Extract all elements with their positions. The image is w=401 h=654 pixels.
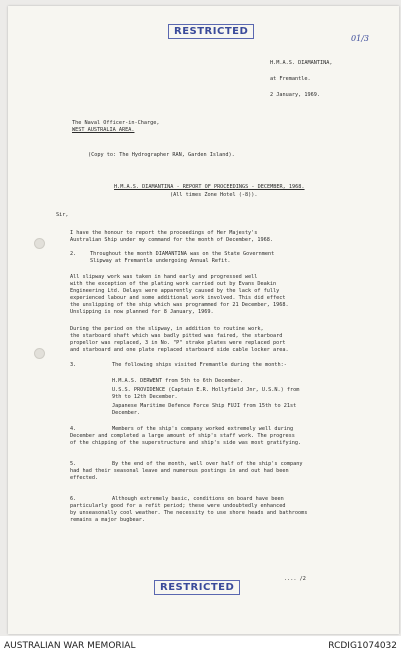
time-zone-note: (All times Zone Hotel (-8)). (170, 192, 258, 198)
document-page (8, 6, 399, 634)
copy-to-line: (Copy to: The Hydrographer RAN, Garden Island). (88, 152, 235, 158)
paragraph-3-number: 3. (70, 362, 77, 368)
paragraph-6: Although extremely basic, conditions on board have been particularly good for a refit period; these were undoubtedly enhanced by unseasonally cool weather. The necessity to use shore heads and bathrooms remains a major bugbear. (70, 496, 308, 523)
ship-visit-3: Japanese Maritime Defence Force Ship FUJI from 15th to 21st December. (112, 403, 297, 416)
addressee-line-1: The Naval Officer-in-Charge, (72, 120, 160, 126)
folio-mark: 01/3 (351, 34, 369, 43)
paragraph-2-number: 2. (70, 251, 77, 257)
ship-visit-2: U.S.S. PROVIDENCE (Captain E.R. Hollyfield Jnr, U.S.N.) from 9th to 12th December. (112, 387, 300, 400)
paragraph-3: The following ships visited Fremantle during the month:- (112, 362, 287, 368)
restricted-stamp-bottom: RESTRICTED (154, 580, 240, 595)
header-date: 2 January, 1969. (270, 92, 320, 98)
paragraph-2-shaft: During the period on the slipway, in addition to routine work, the starboard shaft which was badly pitted was faired, the starboard propellor was replaced, 3 in No. "P" strake plates were replaced port and starboard and one plate replaced starboard side cable locker area. (70, 326, 289, 353)
salutation: Sir, (56, 212, 69, 218)
footer-record-id: RCDIG1074032 (328, 641, 397, 651)
paragraph-6-number: 6. (70, 496, 77, 502)
paragraph-5-number: 5. (70, 461, 77, 467)
paragraph-4-number: 4. (70, 426, 77, 432)
continuation-marker: .... /2 (284, 576, 306, 582)
paragraph-2: Throughout the month DIAMANTINA was on the State Government Slipway at Fremantle undergoing Annual Refit. (90, 251, 275, 264)
header-place: at Fremantle. (270, 76, 311, 82)
paragraph-1: I have the honour to report the proceedings of Her Majesty's Australian Ship under my command for the month of December, 1968. (70, 230, 274, 243)
header-ship: H.M.A.S. DIAMANTINA, (270, 60, 333, 66)
report-title: H.M.A.S. DIAMANTINA - REPORT OF PROCEEDINGS - DECEMBER, 1968. (114, 184, 305, 190)
restricted-stamp-top: RESTRICTED (168, 24, 254, 39)
paragraph-4: Members of the ship's company worked extremely well during December and completed a large amount of ship's staff work. The progress of the chipping of the superstructure and ship's side was most gratifying. (70, 426, 302, 446)
paragraph-5: By the end of the month, well over half of the ship's company had had their seasonal leave and numerous postings in and out had been effected. (70, 461, 303, 481)
footer-source: AUSTRALIAN WAR MEMORIAL (4, 641, 136, 651)
punch-hole (34, 348, 45, 359)
addressee-line-2: WEST AUSTRALIA AREA. (72, 127, 135, 133)
paragraph-2-slipway: All slipway work was taken in hand early and progressed well with the exception of the plating work carried out by Evans Deakin Engineering Ltd. Delays were apparently caused by the lack of fully experienced labour and some additional work involved. This did effect the unslipping of the ship which was programmed for 21 December, 1968. Unslipping is now planned for 8 January, 1969. (70, 274, 289, 315)
punch-hole (34, 238, 45, 249)
archive-footer (0, 636, 401, 654)
ship-visit-1: H.M.A.S. DERWENT from 5th to 6th December. (112, 378, 244, 384)
